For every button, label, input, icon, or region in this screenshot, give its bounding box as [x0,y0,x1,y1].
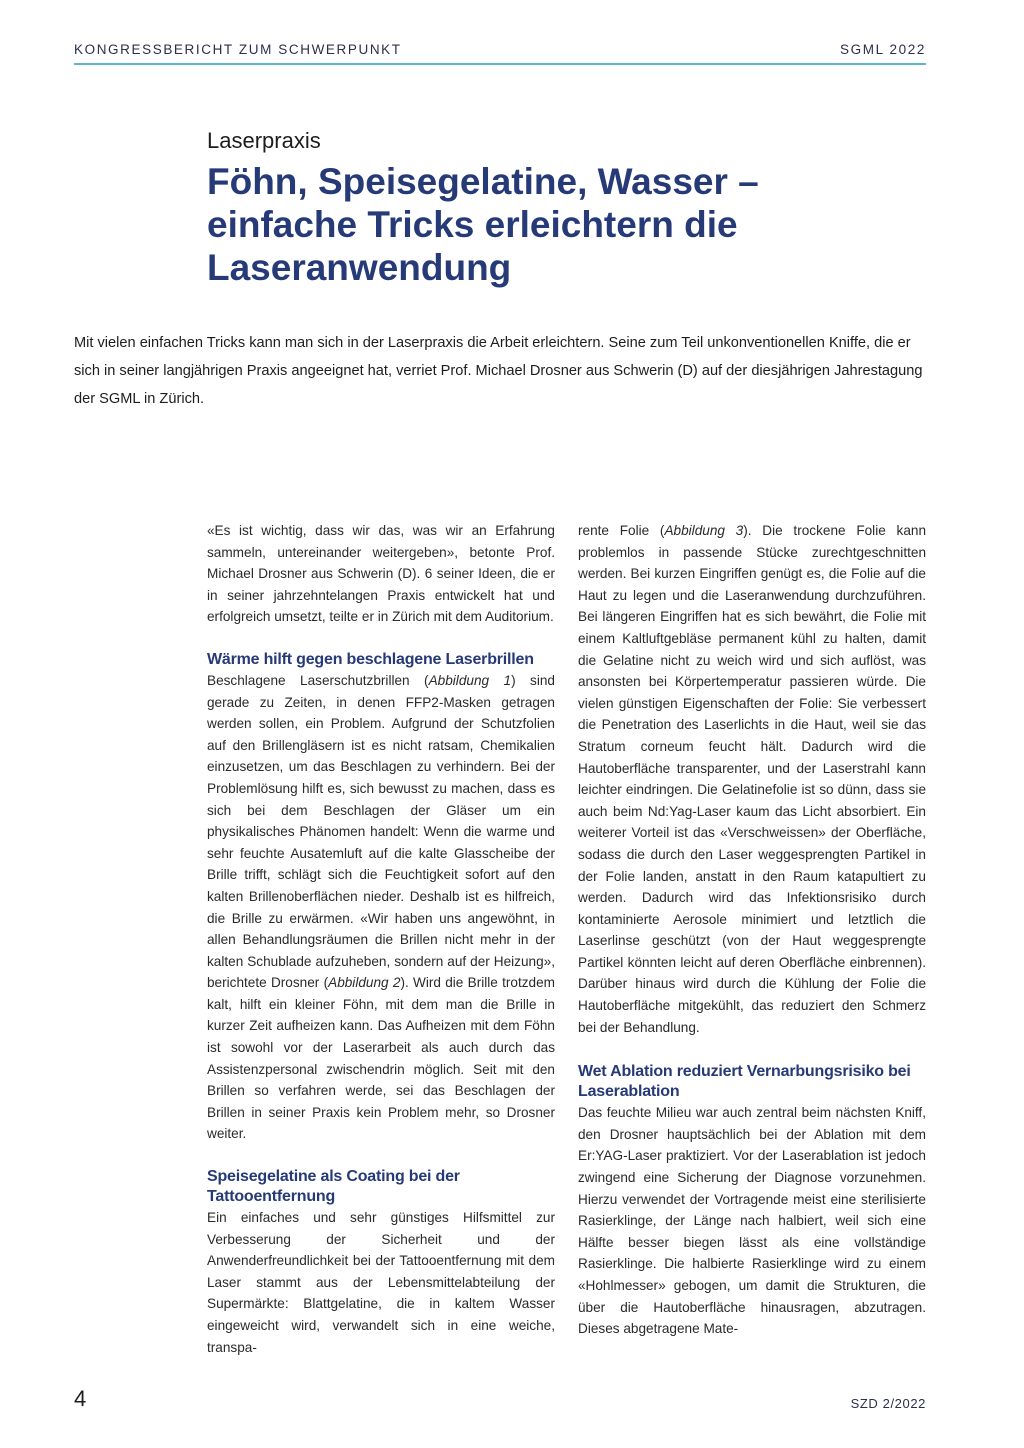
header-rule [74,63,926,65]
header-event: SGML 2022 [840,42,926,57]
page-number: 4 [74,1386,87,1411]
body-paragraph: Ein einfaches und sehr günstiges Hilfsmittel zur Verbesserung der Sicherheit und der Anwenderfreundlichkeit bei der Tattooentfernung mit dem Laser stammt aus der Lebensmittelabteilung der Supermärkte: Blattgelatine, die in kaltem Wasser eingeweicht wird, verwandelt sich in eine weiche, transpa- [207,1210,555,1355]
article-title: Föhn, Speisegelatine, Wasser – einfache Tricks erleichtern die Laseranwendung [207,161,759,288]
article-kicker: Laserpraxis [207,128,321,153]
section-heading: Speisegelatine als Coating bei der Tattooentfernung [207,1168,460,1206]
intro-paragraph: «Es ist wichtig, dass wir das, was wir an Erfahrung sammeln, untereinander weitergeben», betonte Prof. Michael Drosner aus Schwerin (D). 6 seiner Ideen, die er in seiner jahrzehntelangen Praxis entwickelt hat und erfolgreich umsetzt, teilte er in Zürich mit dem Auditorium. [207,523,555,625]
figure-reference: Abbildung 2 [328,975,401,991]
text-run: ) sind gerade zu Zeiten, in denen FFP2-Masken getragen werden sollen, ein Problem. Aufgrund der Schutzfolien auf den Brillengläsern ist es nicht ratsam, Chemikalien einzusetzen, um das Beschlagen zu verhindern. Bei der Problemlösung hilft es, sich bewusst zu machen, dass es sich bei dem Beschlagen der Gläser um ein physikalisches Phänomen handelt: Wenn die warme und sehr feuchte Ausatemluft auf die kalte Glasscheibe der Brille trifft, schlägt sich die Feuchtigkeit sofort auf den kalten Brillenoberflächen nieder. Deshalb ist es hilfreich, die Brille zu erwärmen. «Wir haben uns angewöhnt, in allen Behandlungsräumen die Brillen nicht mehr in der kalten Schublade aufzuheben, sondern auf der Heizung», berichtete Drosner ( [207,672,555,991]
right-column [578,520,926,1340]
section-heading: Wärme hilft gegen beschlagene Laserbrillen [207,650,534,668]
figure-reference: Abbildung 3 [664,523,744,538]
left-column [207,520,555,1358]
header-section: KONGRESSBERICHT ZUM SCHWERPUNKT [74,42,402,57]
body-paragraph: Das feuchte Milieu war auch zentral beim nächsten Kniff, den Drosner hauptsächlich bei der Ablation mit dem Er:YAG-Laser praktiziert. Vor der Laserablation ist jedoch zwingend eine Sicherung der Diagnose vorzunehmen. Hierzu verwendet der Vortragende meist eine sterilisierte Rasierklinge, der Länge nach halbiert, weil sich eine Hälfte besser biegen lässt als eine vollständige Rasierklinge. Die halbierte Rasierklinge wird zu einem «Hohlmesser» gebogen, um damit die Strukturen, die über die Hautoberfläche hinausragen, abzutragen. Dieses abgetragene Mate- [578,1105,926,1337]
figure-reference: Abbildung 1 [428,672,512,688]
issue-label: SZD 2/2022 [850,1396,926,1411]
text-run: ). Die trockene Folie kann problemlos in passende Stücke zurechtgeschnitten werden. Bei kurzen Eingriffen genügt es, die Folie auf die Haut zu legen und die Laseranwendung durchzuführen. Bei längeren Eingriffen hat es sich bewährt, die Folie mit einem Kaltluftgebläse permanent kühl zu halten, damit die Gelatine nicht zu weich wird und sich auflöst, was ansonsten bei Körpertemperatur passieren würde. Die vielen günstigen Eigenschaften der Folie: Sie verbessert die Penetration des Laserlichts in die Haut, weil sie das Stratum corneum feucht hält. Dadurch wird die Hautoberfläche transparenter, und der Laserstrahl kann leichter eindringen. Die Gelatinefolie ist so dünn, dass sie auch beim Nd:Yag-Laser kaum das Licht absorbiert. Ein weiterer Vorteil ist das «Verschweissen» der Oberfläche, sodass die durch den Laser weggesprengten Partikel in der Folie landen, anstatt in den Raum katapultiert zu werden. Dadurch wird das Infektionsrisiko durch kontaminierte Aerosole minimiert und letztlich die Laserlinse geschützt (von der Haut weggesprengte Partikel könnten leicht auf deren Oberfläche einbrennen). Darüber hinaus wird durch die Kühlung der Folie die Hautoberfläche mitgekühlt, das reduziert den Schmerz bei der Behandlung. [578,523,927,1035]
running-header [74,42,926,57]
text-run: ). Wird die Brille trotzdem kalt, hilft ein kleiner Föhn, mit dem man die Brille in kurzer Zeit aufheizen kann. Das Aufheizen mit dem Föhn ist sowohl vor der Laserarbeit als auch durch das Assistenzpersonal zwischendrin möglich. Seit mit den Brillen so verfahren werde, sei das Beschlagen der Brillen in seiner Praxis kein Problem mehr, so Drosner weiter. [207,975,555,1142]
article-lead: Mit vielen einfachen Tricks kann man sich in der Laserpraxis die Arbeit erleichtern. Seine zum Teil unkonventionellen Kniffe, die er sich in seiner langjährigen Praxis angeeignet hat, verriet Prof. Michael Drosner aus Schwerin (D) auf der diesjährigen Jahrestagung der SGML in Zürich. [74,335,923,407]
text-run: Beschlagene Laserschutzbrillen ( [207,672,429,688]
text-run: rente Folie ( [578,523,665,538]
body-paragraph [578,520,926,1038]
body-paragraph [207,670,555,1145]
section-heading: Wet Ablation reduziert Vernarbungsrisiko bei Laserablation [578,1063,911,1101]
